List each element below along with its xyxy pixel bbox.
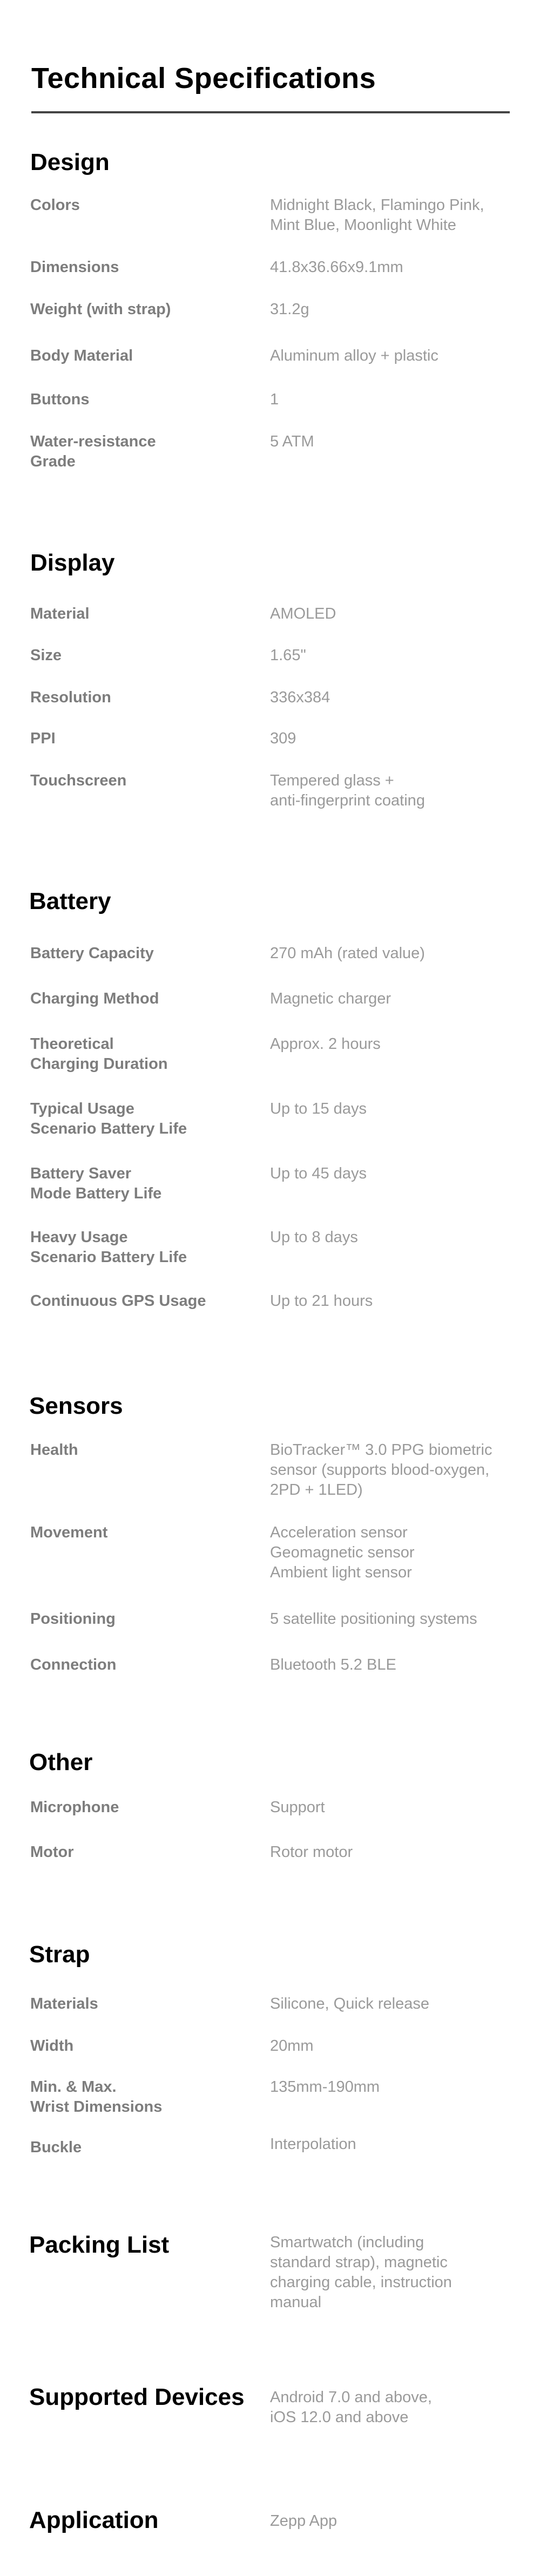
spec-value: Silicone, Quick release [270, 1995, 429, 2012]
spec-value: Support [270, 1799, 325, 1816]
spec-value: 31.2g [270, 301, 309, 318]
spec-label: Typical Usage Scenario Battery Life [30, 1100, 187, 1137]
spec-label: Heavy Usage Scenario Battery Life [30, 1229, 187, 1266]
section-heading-application: Application [29, 2507, 159, 2533]
spec-value: BioTracker™ 3.0 PPG biometric sensor (supports blood-oxygen, 2PD + 1LED) [270, 1441, 492, 1499]
spec-label: Continuous GPS Usage [30, 1292, 206, 1310]
spec-value: Tempered glass + anti-fingerprint coating [270, 772, 425, 809]
spec-label: Materials [30, 1995, 98, 2012]
section-heading-supported-devices: Supported Devices [29, 2384, 245, 2410]
spec-label: Colors [30, 196, 80, 214]
spec-value: 270 mAh (rated value) [270, 945, 425, 962]
section-heading-design: Design [30, 149, 110, 175]
spec-label: Body Material [30, 347, 133, 364]
spec-label: Buttons [30, 391, 90, 408]
spec-value: 5 satellite positioning systems [270, 1610, 477, 1628]
spec-value: 336x384 [270, 689, 330, 706]
spec-label: Positioning [30, 1610, 116, 1628]
spec-value: 20mm [270, 2037, 314, 2055]
spec-value: Up to 8 days [270, 1229, 358, 1246]
supported-devices-value: Android 7.0 and above, iOS 12.0 and above [270, 2389, 432, 2426]
spec-value: Interpolation [270, 2136, 356, 2153]
spec-value: AMOLED [270, 605, 336, 622]
spec-value: Up to 45 days [270, 1165, 367, 1182]
section-heading-battery: Battery [29, 888, 111, 914]
spec-value: 309 [270, 730, 296, 747]
spec-label: Weight (with strap) [30, 301, 171, 318]
spec-label: Battery Capacity [30, 945, 154, 962]
spec-label: Charging Method [30, 990, 159, 1007]
spec-value: 41.8x36.66x9.1mm [270, 259, 403, 276]
spec-value: Approx. 2 hours [270, 1035, 381, 1053]
spec-label: Buckle [30, 2139, 82, 2156]
packing-list-value: Smartwatch (including standard strap), magnetic charging cable, instruction manual [270, 2234, 452, 2311]
section-heading-packing-list: Packing List [29, 2232, 170, 2258]
section-heading-display: Display [30, 550, 115, 576]
spec-value: 135mm-190mm [270, 2078, 380, 2096]
spec-value: 1.65" [270, 647, 306, 664]
spec-label: Connection [30, 1656, 117, 1673]
application-value: Zepp App [270, 2512, 338, 2530]
spec-label: PPI [30, 730, 56, 747]
spec-label: Touchscreen [30, 772, 127, 789]
spec-label: Microphone [30, 1799, 119, 1816]
spec-value: Midnight Black, Flamingo Pink, Mint Blue, Moonlight White [270, 196, 484, 234]
spec-value: Up to 21 hours [270, 1292, 373, 1310]
spec-label: Battery Saver Mode Battery Life [30, 1165, 162, 1202]
spec-value: Bluetooth 5.2 BLE [270, 1656, 396, 1673]
spec-value: Rotor motor [270, 1843, 353, 1861]
spec-value: Magnetic charger [270, 990, 392, 1007]
spec-label: Min. & Max. Wrist Dimensions [30, 2078, 163, 2116]
spec-label: Resolution [30, 689, 111, 706]
spec-label: Size [30, 647, 62, 664]
spec-label: Water-resistance Grade [30, 433, 156, 470]
spec-value: Aluminum alloy + plastic [270, 347, 438, 364]
spec-label: Material [30, 605, 90, 622]
title-divider [31, 111, 510, 113]
spec-label: Theoretical Charging Duration [30, 1035, 168, 1073]
spec-value: Up to 15 days [270, 1100, 367, 1117]
page-title: Technical Specifications [31, 62, 376, 94]
spec-label: Motor [30, 1843, 74, 1861]
section-heading-other: Other [29, 1749, 93, 1775]
spec-value: Acceleration sensor Geomagnetic sensor Ambient light sensor [270, 1524, 415, 1581]
spec-label: Movement [30, 1524, 108, 1541]
section-heading-strap: Strap [29, 1941, 90, 1968]
spec-label: Health [30, 1441, 78, 1459]
spec-label: Dimensions [30, 259, 119, 276]
spec-label: Width [30, 2037, 74, 2055]
spec-value: 1 [270, 391, 279, 408]
spec-value: 5 ATM [270, 433, 314, 450]
section-heading-sensors: Sensors [29, 1393, 123, 1419]
